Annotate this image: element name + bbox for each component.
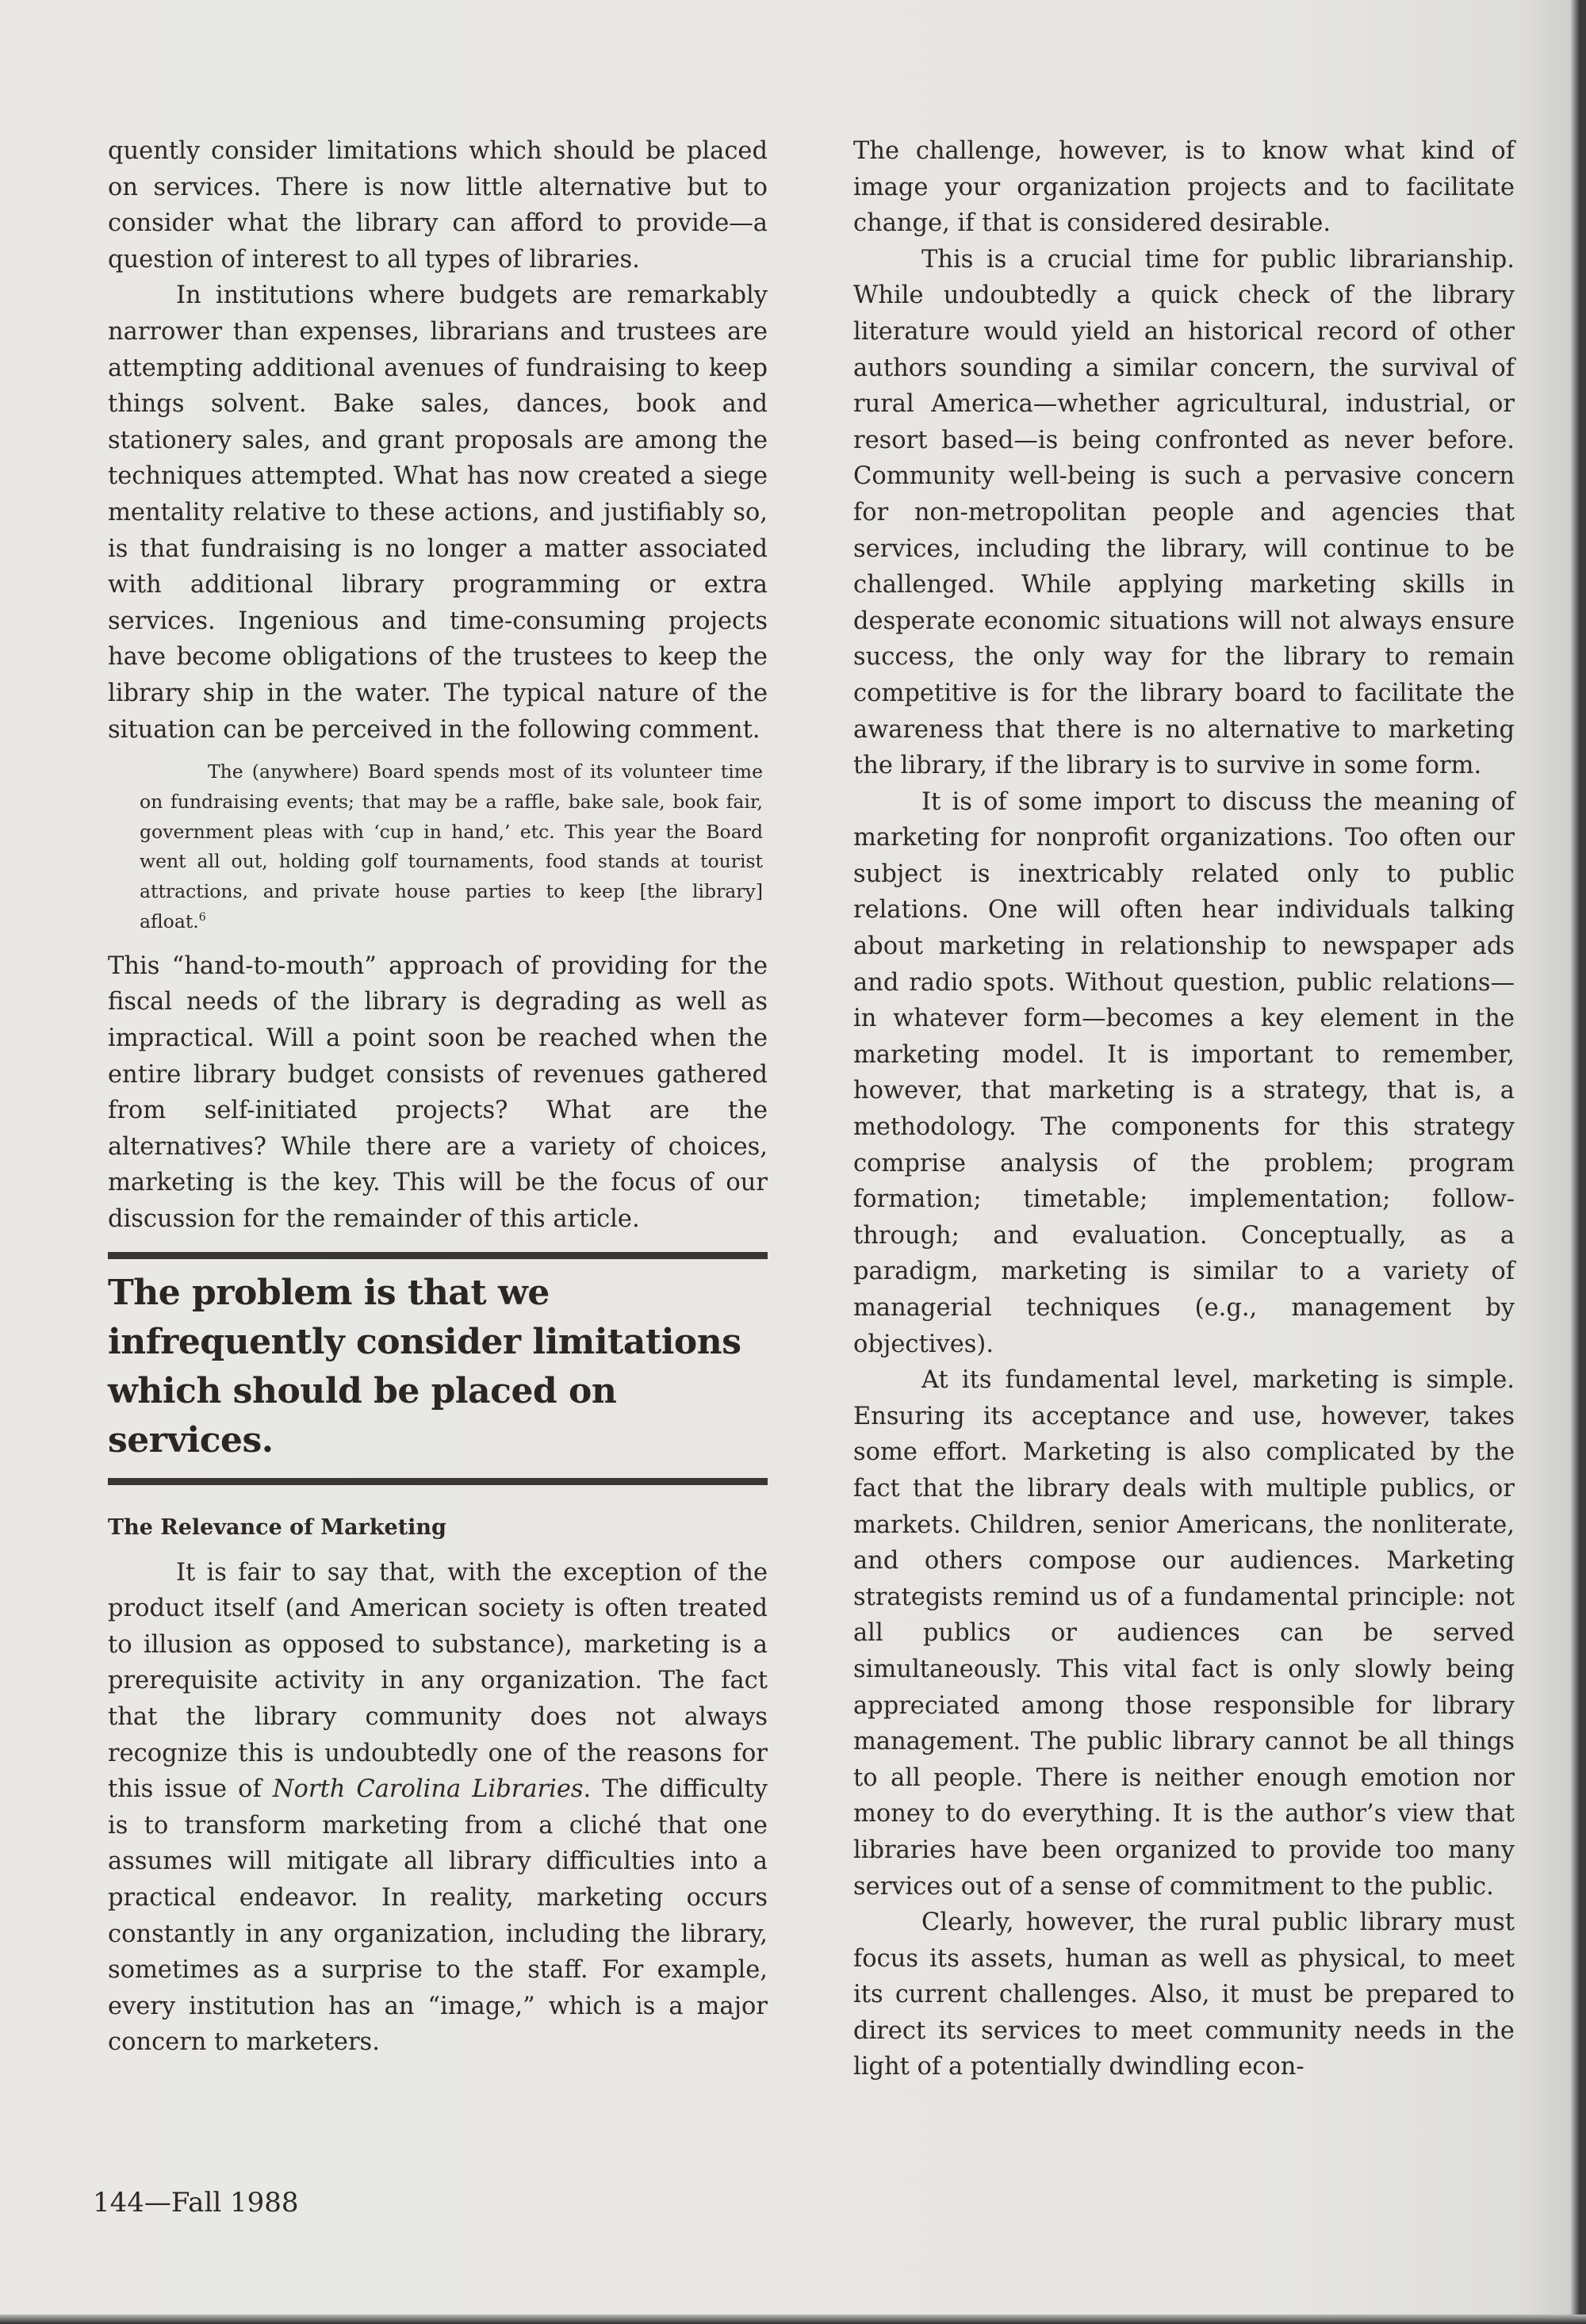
paragraph-text: It is fair to say that, with the exception of the product itself (and American society is often treated to illusion as opposed to substance), marketing is a prerequisite activity in any organization. The fact that the library community does not always recognize this is undoubtedly one of the reasons for this issue of	[108, 1558, 768, 1804]
pull-quote-text: The problem is that we infrequently consider limitations which should be placed on services.	[108, 1272, 741, 1461]
block-quote	[108, 757, 768, 937]
paragraph: Clearly, however, the rural public library must focus its assets, human as well as physical, to meet its current challenges. Also, it must be prepared to direct its services to meet community needs in the light of a potentially dwindling econ-	[853, 1909, 1515, 2081]
paragraph: In institutions where budgets are remarkably narrower than expenses, librarians and trustees are attempting additional avenues of fundraising to keep things solvent. Bake sales, dances, book and stationery sales, and grant proposals are among the techniques attempted. What has now created a siege mentality relative to these actions, and justifiably so, is that fundraising is no longer a matter associated with additional library programming or extra services. Ingenious and time-consuming projects have become obligations of the trustees to keep the library ship in the water. The typical nature of the situation can be perceived in the following comment.	[108, 281, 768, 744]
section-heading: The Relevance of Marketing	[108, 1514, 446, 1540]
left-column	[108, 133, 768, 2061]
footnote-marker: 6	[198, 911, 206, 925]
paragraph: This is a crucial time for public librarianship. While undoubtedly a quick check of the library literature would yield an historical record of other authors sounding a similar concern, the survival of rural America—whether agricultural, industrial, or resort based—is being confronted as never before. Community well-being is such a pervasive concern for non-metropolitan people and agencies that services, including the library, will continue to be challenged. While applying marketing skills in desperate economic situations will not always ensure success, the only way for the library to remain competitive is for the library board to facilitate the awareness that there is no alternative to marketing the library, if the library is to survive in some form.	[853, 245, 1515, 780]
page-bottom-edge	[0, 2314, 1586, 2324]
paragraph-text: . The difficulty is to transform marketing from a cliché that one assumes will mitigate all library difficulties into a practical endeavor. In reality, marketing occurs constantly in any organization, including the library, sometimes as a surprise to the staff. For example, every institution has an “image,” which is a major concern to marketers.	[108, 1775, 768, 2057]
paragraph: quently consider limitations which should be placed on services. There is now little alternative but to consider what the library can afford to provide—a question of interest to all types of libraries.	[108, 137, 768, 274]
paragraph: This “hand-to-mouth” approach of providing for the fiscal needs of the library is degrading as well as impractical. Will a point soon be reached when the entire library budget consists of revenues gathered from self-initiated projects? What are the alternatives? While there are a variety of choices, marketing is the key. This will be the focus of our discussion for the remainder of this article.	[108, 951, 768, 1234]
paragraph: The challenge, however, is to know what kind of image your organization projects and to facilitate change, if that is considered desirable.	[853, 137, 1515, 238]
block-quote-text: The (anywhere) Board spends most of its volunteer time on fundraising events; that may be a raffle, bake sale, book fair, government pleas with ‘cup in hand,’ etc. This year the Board went all out, holding golf tournaments, food stands at tourist attractions, and private house parties to keep [the library] afloat.	[140, 760, 763, 933]
paragraph: At its fundamental level, marketing is simple. Ensuring its acceptance and use, however, takes some effort. Marketing is also complicated by the fact that the library deals with multiple publics, or markets. Children, senior Americans, the nonliterate, and others compose our audiences. Marketing strategists remind us of a fundamental principle: not all publics or audiences can be served simultaneously. This vital fact is only slowly being appreciated among those responsible for library management. The public library cannot be all things to all people. There is neither enough emotion nor money to do everything. It is the author’s view that libraries have been organized to provide too many services out of a sense of commitment to the public.	[853, 1366, 1515, 1901]
pull-quote	[108, 1252, 768, 1485]
right-column	[853, 133, 1515, 2085]
publication-title: North Carolina Libraries	[272, 1775, 584, 1804]
page-folio: 144—Fall 1988	[93, 2187, 299, 2219]
paragraph	[108, 1555, 768, 2061]
paragraph: It is of some import to discuss the meaning of marketing for nonprofit organizations. Too often our subject is inextricably related only to public relations. One will often hear individuals talking about marketing in relationship to newspaper ads and radio spots. Without question, public relations—in whatever form—becomes a key element in the marketing model. It is important to remember, however, that marketing is a strategy, that is, a methodology. The components for this strategy comprise analysis of the problem; program formation; timetable; implementation; follow-through; and evaluation. Conceptually, as a paradigm, marketing is similar to a variety of managerial techniques (e.g., management by objectives).	[853, 787, 1515, 1358]
